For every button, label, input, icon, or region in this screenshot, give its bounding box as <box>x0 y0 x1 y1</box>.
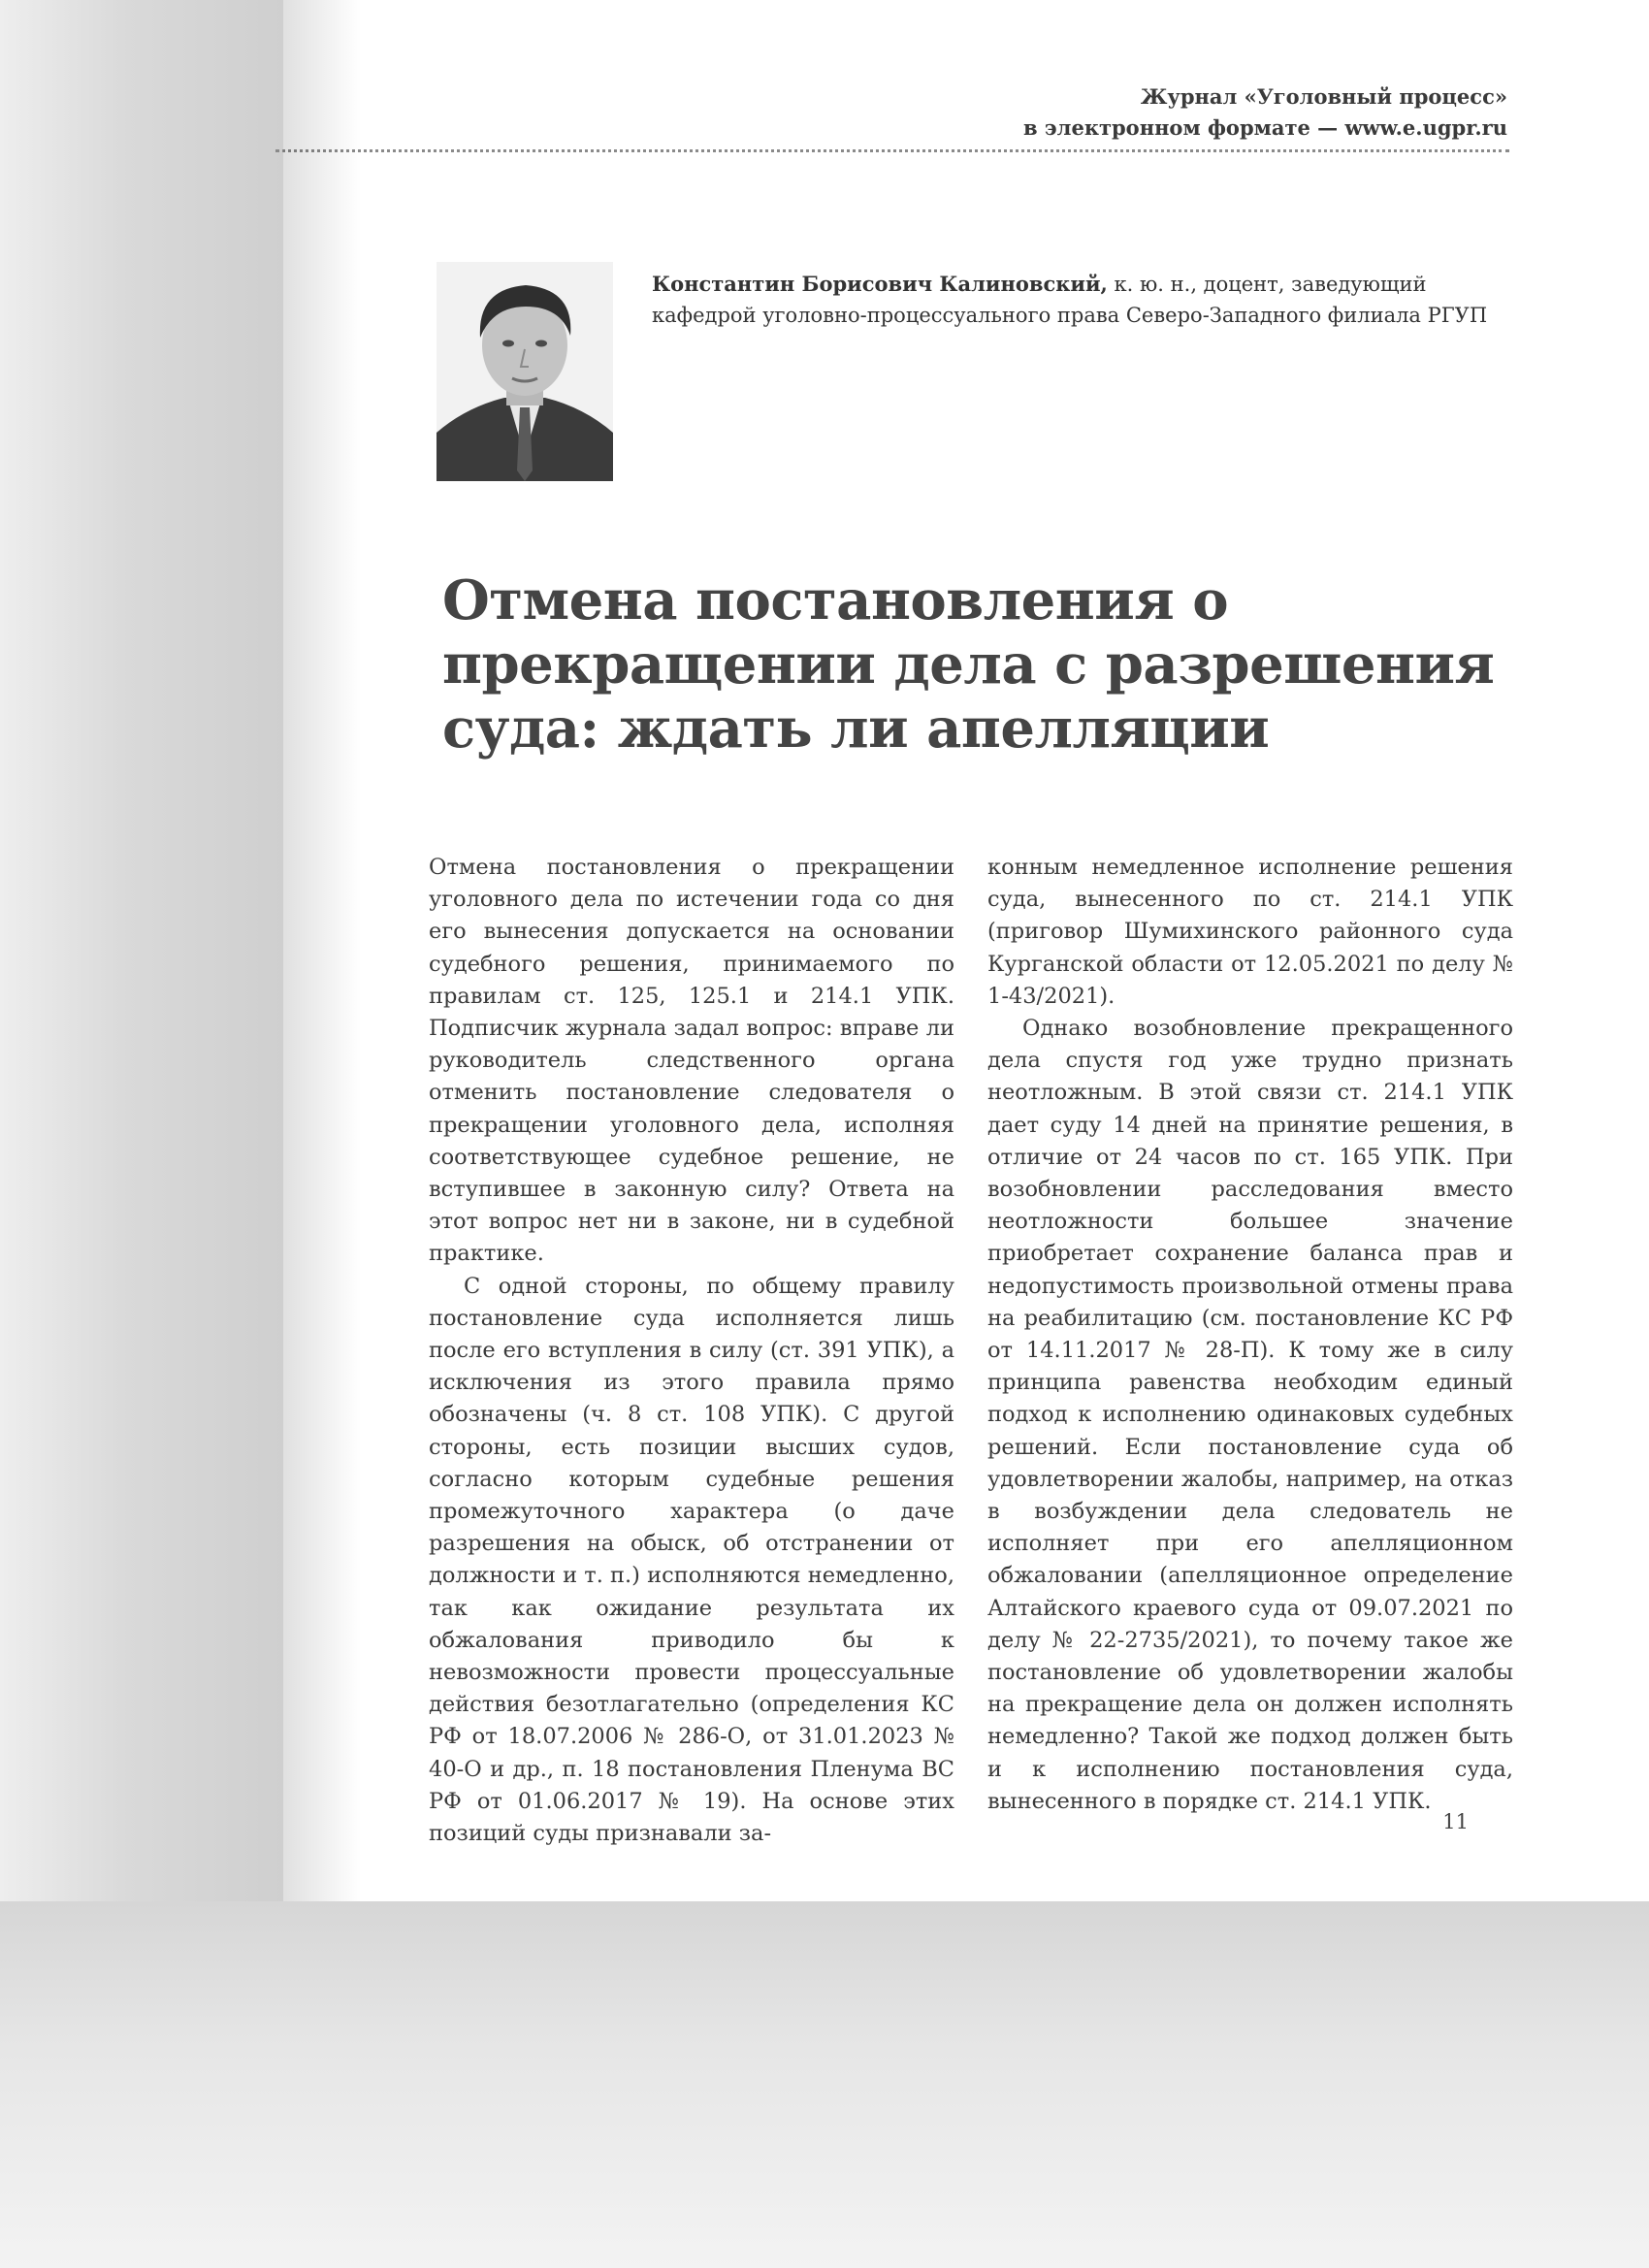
author-photo <box>436 262 613 481</box>
journal-page <box>283 0 1633 1901</box>
paragraph: С одной стороны, по общему правилу постановление суда исполняется лишь после его вступления в силу (ст. 391 УПК), а исключения из этого правила прямо обозначены (ч. 8 ст. 108 УПК). С другой стороны, есть позиции высших судов, согласно которым судебные решения промежуточного характера (о даче разрешения на обыск, об отстранении от должности и т. п.) исполняются немедленно, так как ожидание результата их обжалования приводило бы к невозможности провести процессуальные действия безотлагательно (определения КС РФ от 18.07.2006 № 286-О, от 31.01.2023 № 40-О и др., п. 18 постановления Пленума ВС РФ от 01.06.2017 № 19). На основе этих позиций суды признавали за- <box>429 1273 954 1847</box>
paragraph: Отмена постановления о прекращении уголовного дела по истечении года со дня его вынесения допускается на основании судебного решения, принимаемого по правилам ст. 125, 125.1 и 214.1 УПК. Подписчик журнала задал вопрос: вправе ли руководитель следственного органа отменить постановление следователя о прекращении уголовного дела, исполняя соответствующее судебное решение, не вступившее в законную силу? Ответа на этот вопрос нет ни в законе, ни в судебной практике. <box>429 855 954 1267</box>
scanner-background-left <box>0 0 283 1901</box>
paragraph: Однако возобновление прекращенного дела спустя год уже трудно признать неотложным. В этой связи ст. 214.1 УПК дает суду 14 дней на принятие решения, в отличие от 24 часов по ст. 165 УПК. При возобновлении расследования вместо неотложности большее значение приобретает сохранение баланса прав и недопустимость произвольной отмены права на реабилитацию (см. постановление КС РФ от 14.11.2017 № 28-П). К тому же в силу принципа равенства необходим единый подход к исполнению одинаковых судебных решений. Если постановление суда об удовлетворении жалобы, например, на отказ в возбуждении дела следователь не исполняет при его апелляционном обжаловании (апелляционное определение Алтайского краевого суда от 09.07.2021 по делу № 22-2735/2021), то почему такое же постановление об удовлетворении жалобы на прекращение дела он должен исполнять немедленно? Такой же подход должен быть и к исполнению постановления суда, вынесенного в порядке ст. 214.1 УПК. <box>987 1016 1513 1814</box>
gutter-shadow <box>283 0 361 1901</box>
author-position: к. ю. н., доцент, заведующий кафедрой уголовно-процессуального права Северо-Западного филиала РГУП <box>652 273 1488 327</box>
article-column-left <box>429 852 954 1850</box>
page-number: 11 <box>1442 1810 1469 1833</box>
header-divider <box>275 149 1509 152</box>
author-info <box>652 269 1505 331</box>
article-column-right <box>987 852 1513 1818</box>
journal-header-line1: Журнал «Уголовный процесс» <box>1140 84 1507 109</box>
scanner-background-bottom <box>0 1901 1649 2268</box>
author-name: Константин Борисович Калиновский, <box>652 272 1108 296</box>
journal-header <box>1023 81 1507 144</box>
article-title: Отмена постановления о прекращении дела с разрешения суда: ждать ли апелляции <box>442 568 1495 761</box>
journal-header-line2: в электронном формате — www.e.ugpr.ru <box>1022 115 1507 140</box>
paragraph: конным немедленное исполнение решения суда, вынесенного по ст. 214.1 УПК (приговор Шумихинского районного суда Курганской области от 12.05.2021 по делу № 1-43/2021). <box>987 855 1513 1009</box>
